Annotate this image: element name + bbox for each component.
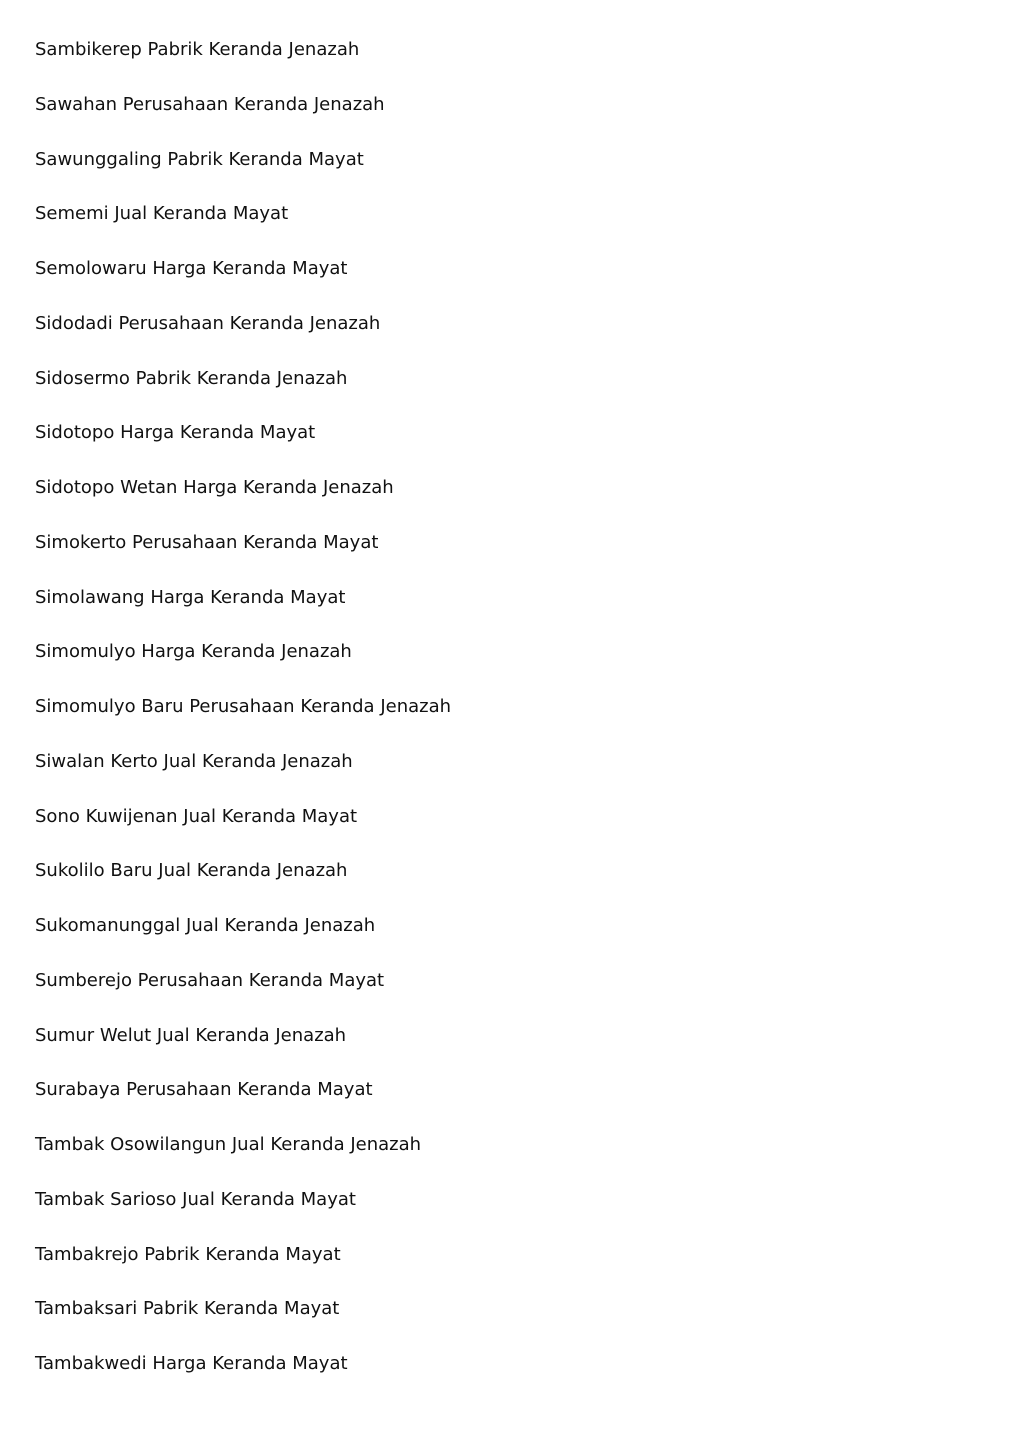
location-link[interactable]: Simomulyo Baru Perusahaan Keranda Jenazah: [35, 696, 452, 717]
list-item: [35, 1295, 451, 1350]
location-link-list: [35, 36, 451, 1405]
list-item: [35, 365, 451, 420]
list-item: [35, 912, 451, 967]
location-link[interactable]: Sawunggaling Pabrik Keranda Mayat: [35, 148, 364, 170]
location-link[interactable]: Sukomanunggal Jual Keranda Jenazah: [35, 915, 376, 936]
list-item: [35, 584, 451, 639]
list-item: [35, 36, 451, 91]
location-link[interactable]: Simolawang Harga Keranda Mayat: [35, 586, 346, 608]
list-item: [35, 419, 451, 474]
list-item: [35, 474, 451, 529]
list-item: [35, 255, 451, 310]
list-item: [35, 1076, 451, 1131]
list-item: [35, 748, 451, 803]
list-item: [35, 1131, 451, 1186]
list-item: [35, 146, 451, 201]
location-link[interactable]: Sawahan Perusahaan Keranda Jenazah: [35, 93, 385, 115]
location-link[interactable]: Siwalan Kerto Jual Keranda Jenazah: [35, 750, 353, 772]
location-link[interactable]: Sidodadi Perusahaan Keranda Jenazah: [35, 312, 381, 334]
list-item: [35, 1350, 451, 1405]
location-link[interactable]: Simomulyo Harga Keranda Jenazah: [35, 641, 352, 663]
list-item: [35, 1186, 451, 1241]
location-link[interactable]: Sukolilo Baru Jual Keranda Jenazah: [35, 860, 348, 882]
location-link[interactable]: Sono Kuwijenan Jual Keranda Mayat: [35, 805, 358, 827]
list-item: [35, 967, 451, 1022]
list-item: [35, 200, 451, 255]
location-link[interactable]: Sidotopo Wetan Harga Keranda Jenazah: [35, 477, 394, 498]
location-link[interactable]: Semolowaru Harga Keranda Mayat: [35, 258, 348, 279]
list-item: [35, 310, 451, 365]
list-item: [35, 91, 451, 146]
list-item: [35, 1241, 451, 1296]
location-link[interactable]: Sidosermo Pabrik Keranda Jenazah: [35, 367, 348, 389]
location-link[interactable]: Sumberejo Perusahaan Keranda Mayat: [35, 969, 385, 991]
location-link[interactable]: Sambikerep Pabrik Keranda Jenazah: [35, 39, 360, 60]
location-link[interactable]: Tambak Osowilangun Jual Keranda Jenazah: [35, 1134, 422, 1155]
location-link[interactable]: Sidotopo Harga Keranda Mayat: [35, 422, 316, 444]
location-link[interactable]: Tambaksari Pabrik Keranda Mayat: [35, 1298, 340, 1320]
list-item: [35, 1022, 451, 1077]
list-item: [35, 529, 451, 584]
list-item: [35, 857, 451, 912]
location-link[interactable]: Sumur Welut Jual Keranda Jenazah: [35, 1024, 347, 1046]
list-item: [35, 638, 451, 693]
list-item: [35, 803, 451, 858]
location-link[interactable]: Surabaya Perusahaan Keranda Mayat: [35, 1079, 373, 1101]
location-link[interactable]: Tambakrejo Pabrik Keranda Mayat: [35, 1243, 341, 1265]
location-link[interactable]: Tambakwedi Harga Keranda Mayat: [35, 1353, 348, 1374]
location-link[interactable]: Simokerto Perusahaan Keranda Mayat: [35, 531, 379, 553]
location-link[interactable]: Sememi Jual Keranda Mayat: [35, 203, 289, 225]
list-item: [35, 693, 451, 748]
location-link[interactable]: Tambak Sarioso Jual Keranda Mayat: [35, 1188, 356, 1210]
